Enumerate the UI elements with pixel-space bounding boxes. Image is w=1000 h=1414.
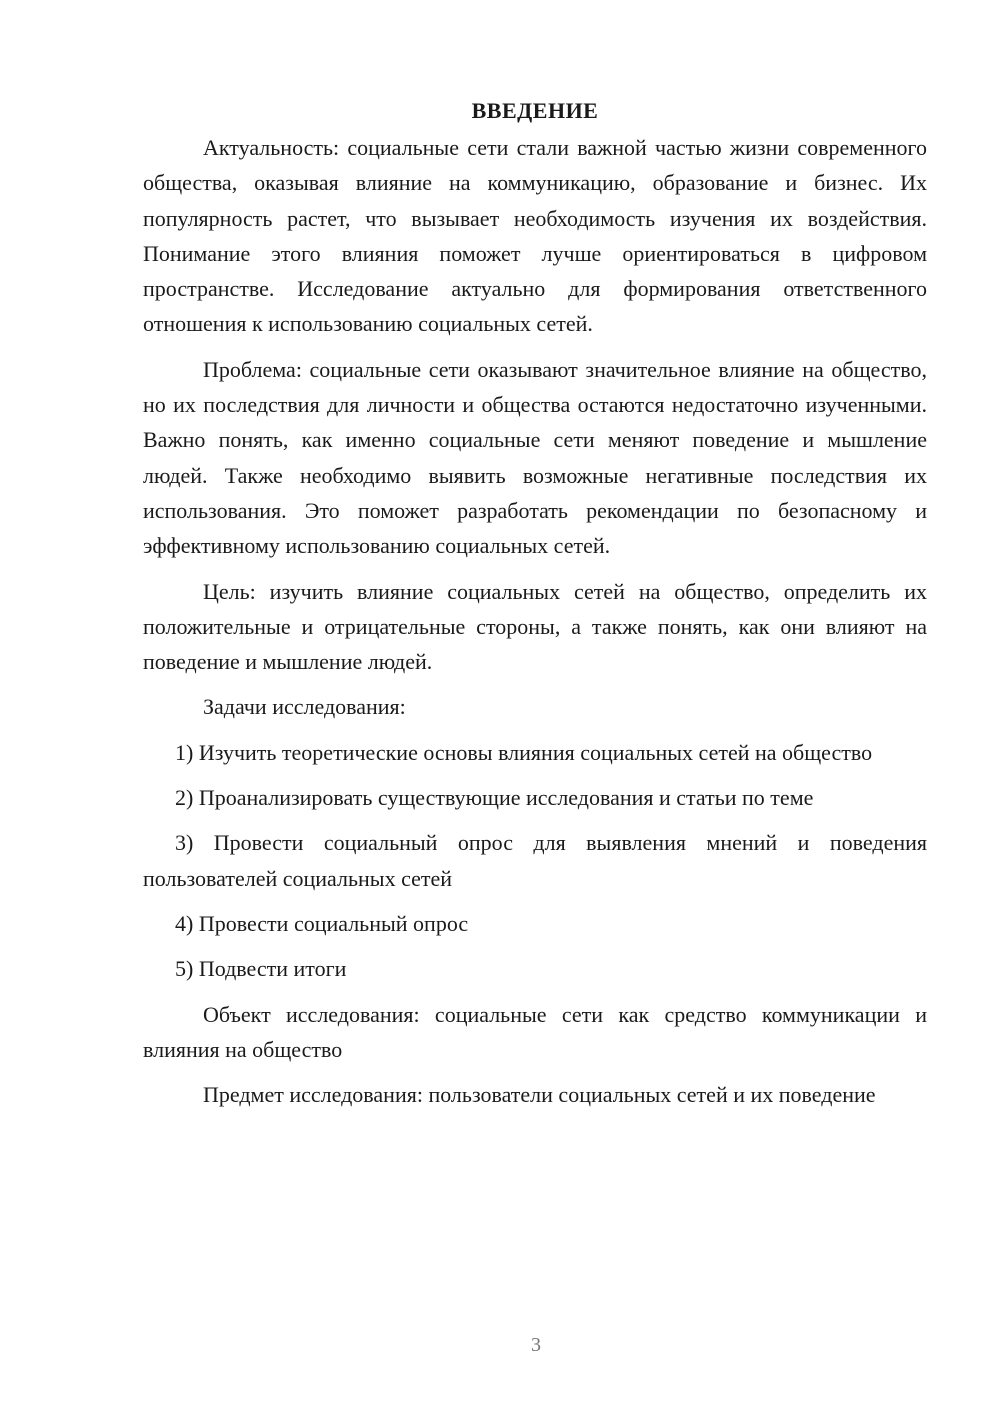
- object-paragraph: Объект исследования: социальные сети как средство коммуникации и влияния на общество: [143, 1001, 927, 1062]
- task-item-1: 1) Изучить теоретические основы влияния социальных сетей на общество: [175, 739, 873, 765]
- document-body: [143, 96, 927, 1122]
- task-item-2: 2) Проанализировать существующие исследования и статьи по теме: [175, 785, 814, 811]
- task-item-4: 4) Провести социальный опрос: [175, 910, 469, 936]
- relevance-paragraph: Актуальность: социальные сети стали важной частью жизни современного общества, оказывая влияние на коммуникацию, образование и бизнес. Их популярность растет, что вызывает необходимость изучения их воздействия. Понимание этого влияния поможет лучше ориентироваться в цифровом пространстве. Исследование актуально для формирования ответственного отношения к использованию социальных сетей.: [143, 135, 927, 337]
- tasks-heading: Задачи исследования:: [203, 694, 406, 720]
- section-heading: ВВЕДЕНИЕ: [471, 98, 599, 123]
- subject-paragraph: Предмет исследования: пользователи социальных сетей и их поведение: [203, 1082, 876, 1108]
- task-item-5: 5) Подвести итоги: [175, 956, 347, 982]
- task-item-3: 3) Провести социальный опрос для выявления мнений и поведения пользователей социальных сетей: [143, 830, 927, 891]
- page-number: 3: [531, 1334, 541, 1356]
- problem-paragraph: Проблема: социальные сети оказывают значительное влияние на общество, но их последствия для личности и общества остаются недостаточно изученными. Важно понять, как именно социальные сети меняют поведение и мышление людей. Также необходимо выявить возможные негативные последствия их использования. Это поможет разработать рекомендации по безопасному и эффективному использованию социальных сетей.: [143, 356, 927, 559]
- goal-paragraph: Цель: изучить влияние социальных сетей на общество, определить их положительные и отрицательные стороны, а также понять, как они влияют на поведение и мышление людей.: [143, 578, 927, 675]
